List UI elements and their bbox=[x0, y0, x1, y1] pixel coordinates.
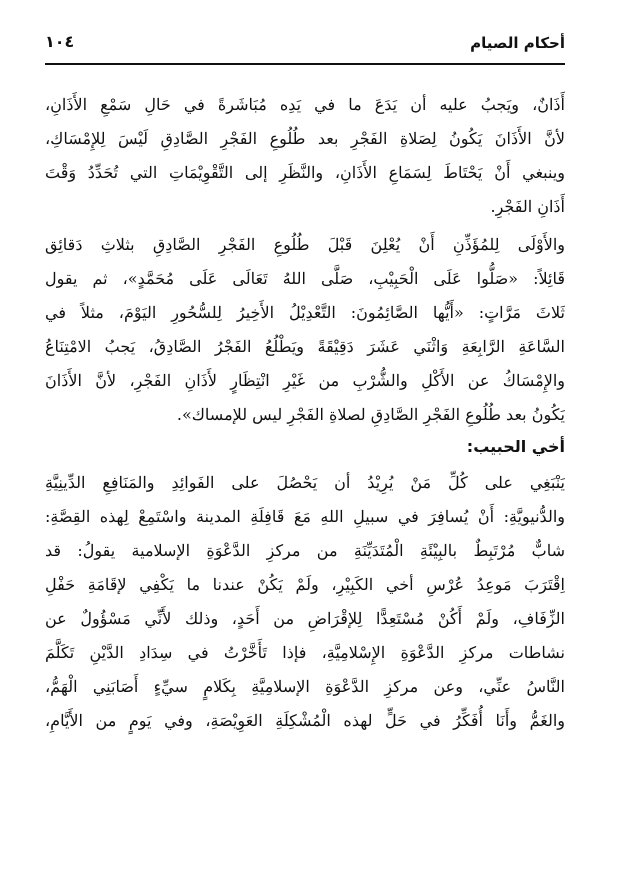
text-line: ثَلاثَ مَرَّاتٍ: «أَيُّها الصَّائِمُونَ: التَّعْدِيْلُ الأَخِيرُ لِلسُّحُورِ اليَوْمَ، مثلاً في bbox=[45, 303, 565, 322]
text-line: والدُّنيويَّةِ: أَنْ يُسافِرَ في سبيلِ اللهِ مَعَ قَافِلَةِ المدينة واسْتَمِعْ لِهذه القِصَّةِ: bbox=[45, 507, 565, 526]
text-line: والغَمُّ وأَنَا أُفَكِّرُ في حَلٍّ لهذه الْمُشْكِلَةِ العَوِيْصَةِ، وفي يَومٍ من الأَيَّامِ، bbox=[45, 711, 565, 730]
page-header bbox=[45, 30, 565, 60]
text-line: لأنَّ الأَذَانَ يَكُونُ لِصَلاةِ الفَجْرِ بعد طُلُوعِ الفَجْرِ الصَّادِقِ لَيْسَ لِلإِمْسَاكِ، bbox=[45, 129, 565, 148]
paragraph bbox=[45, 466, 565, 738]
text-line: شابٌّ مُرْتَبِطٌ بالبِيْئَةِ الْمُتَدَيِّنَةِ من مركزِ الدَّعْوَةِ الإسلامية يقولُ: قد bbox=[45, 541, 565, 560]
text-line: يَكُونُ بعد طُلُوعِ الفَجْرِ الصَّادِقِ لصلاةِ الفَجْرِ ليس للإمساك». bbox=[176, 405, 565, 424]
text-line: يَنْبَغِي على كُلِّ مَنْ يُرِيْدُ أن يَحْصُلَ على الفَوائِدِ والمَنَافِعِ الدِّينِيَّةِ bbox=[45, 473, 565, 492]
text-line: والأَوْلَى لِلمُؤَذِّنِ أَنْ يُعْلِنَ قَبْلَ طُلُوعِ الفَجْرِ الصَّادِقِ بثلاثِ دَقائِق bbox=[45, 235, 565, 254]
section-heading: أخي الحبيب: bbox=[466, 437, 565, 456]
text-line: نشاطات مركزِ الدَّعْوَةِ الإِسْلامِيَّةِ، فإذا تَأَخَّرْتُ في سِدَادِ الدَّيْنِ تَكَلَّمَ bbox=[45, 643, 565, 662]
text-line: السَّاعَةِ الرَّابِعَةِ وَاثْنَي عَشَرَ دَقِيْقَةً ويَطْلُعُ الفَجْرُ الصَّادِقُ، يَجبُ الامْتِنَاعُ bbox=[45, 337, 565, 356]
text-line: أَذَانِ الفَجْرِ. bbox=[490, 197, 565, 216]
text-line: اِقْتَرَبَ مَوعِدُ عُرْسِ أخي الكَبِيْرِ، ولَمْ يَكُنْ عندنا ما يَكْفِي لإقَامَةِ حَفْلِ bbox=[45, 575, 565, 594]
text-line: النَّاسُ عنِّي، وعن مركزِ الدَّعْوَةِ الإسلامِيَّةِ بِكَلامٍ سيِّءٍ أَصَابَنِي الْهَمُّ، bbox=[45, 677, 565, 696]
paragraph bbox=[45, 228, 565, 432]
running-title: أحكام الصيام bbox=[470, 34, 565, 52]
text-line: الزِّفَافِ، ولَمْ أَكُنْ مُسْتَعِدًّا لِلإقْرَاضِ من أَحَدٍ، وذلك لأَنِّي مَسْؤُولٌ عن bbox=[45, 609, 565, 628]
text-line: والإِمْسَاكُ عن الأَكْلِ والشُّرْبِ من غَيْرِ انْتِظَارٍ لأَذَانِ الفَجْرِ، لأنَّ الأَذَانَ bbox=[45, 371, 565, 390]
body-text bbox=[45, 88, 565, 738]
text-line: وينبغي أَنْ يَحْتَاطَ لِسَمَاعِ الأَذَانِ، والنَّظَرِ إلى التَّقْوِيْمَاتِ التي تُحَدِّدُ وَقْتَ bbox=[45, 163, 565, 182]
text-line: قَائِلاً: «صَلُّوا عَلَى الْحَبِيْبِ، صَلَّى اللهُ تَعَالَى عَلَى مُحَمَّدٍ»، ثم يقول bbox=[45, 269, 565, 288]
paragraph bbox=[45, 88, 565, 224]
header-divider bbox=[45, 63, 565, 65]
text-line: أَذَانٌ، ويَجبُ عليه أن يَدَعَ ما في يَدِه مُبَاشَرةً في حَالِ سَمْعِ الأَذَانِ، bbox=[45, 95, 565, 114]
page-number: ١٠٤ bbox=[45, 32, 75, 51]
